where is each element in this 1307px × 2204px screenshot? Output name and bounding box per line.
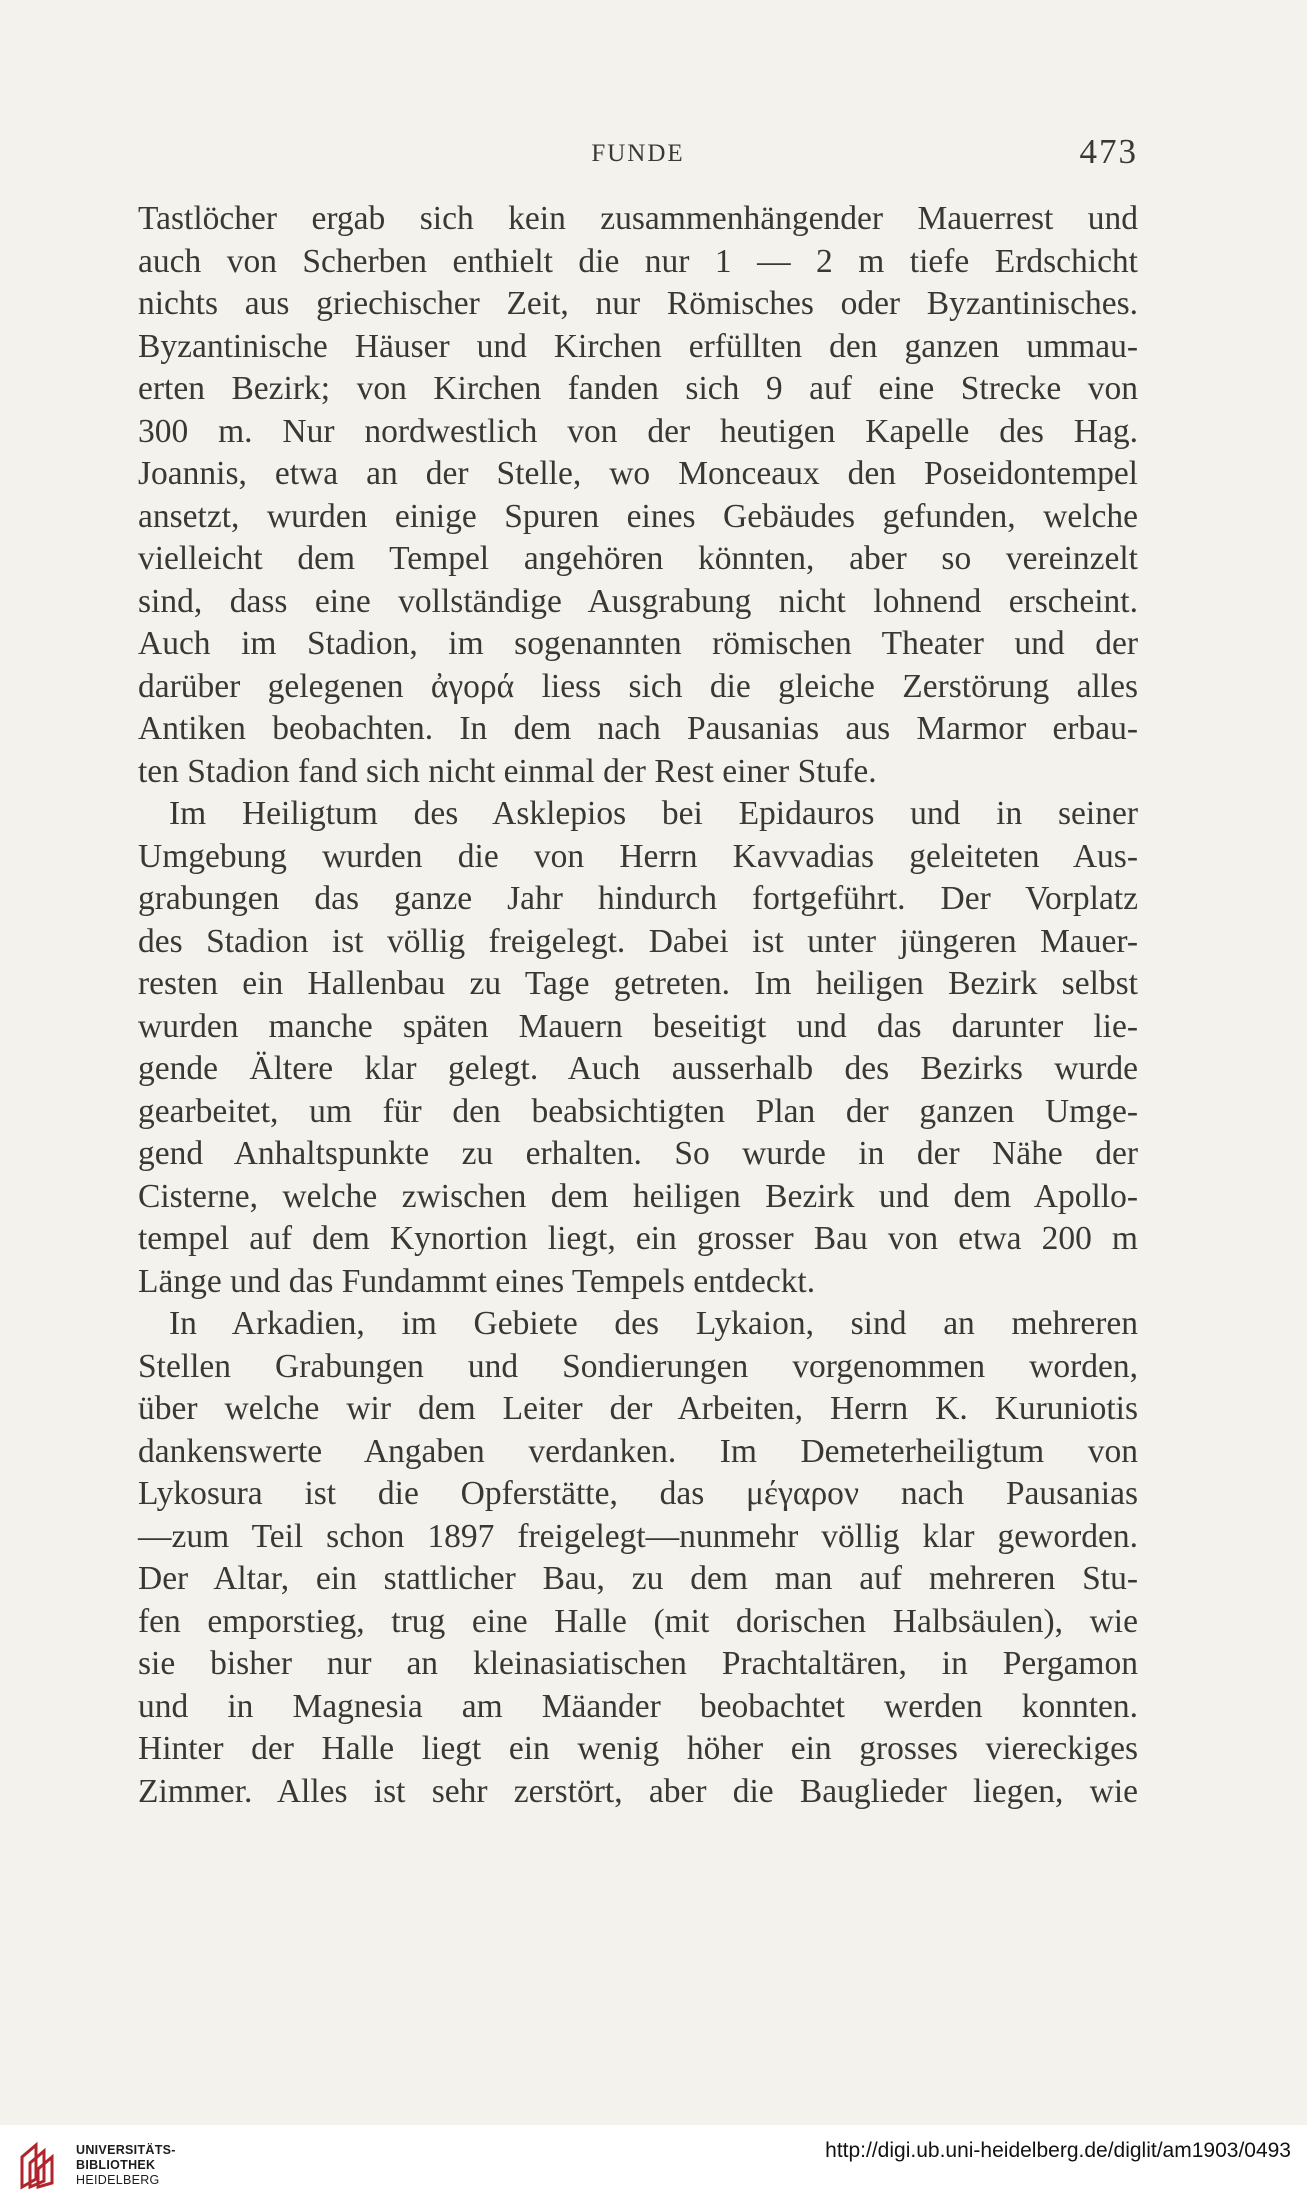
library-logo-icon [16, 2139, 64, 2191]
text-line: gearbeitet, um für den beabsichtigten Plan der ganzen Umge- [138, 1092, 1138, 1130]
page-number: 473 [1079, 132, 1138, 171]
text-line: vielleicht dem Tempel angehören könnten, aber so vereinzelt [138, 540, 1138, 577]
text-line: nichts aus griechischer Zeit, nur Römisches oder Byzantinisches. [138, 285, 1138, 322]
text-line: tempel auf dem Kynortion liegt, ein grosser Bau von etwa 200 m [138, 1220, 1138, 1257]
text-line: 300 m. Nur nordwestlich von der heutigen Kapelle des Hag. [138, 412, 1138, 450]
text-line: darüber gelegenen ἀγορά liess sich die gleiche Zerstörung alles [138, 667, 1138, 705]
body-text [138, 198, 1138, 1813]
text-line: wurden manche späten Mauern beseitigt und das darunter lie- [138, 1007, 1138, 1045]
text-line: Auch im Stadion, im sogenannten römischen Theater und der [138, 625, 1138, 662]
text-line: und in Magnesia am Mäander beobachtet werden konnten. [138, 1687, 1138, 1725]
running-title: FUNDE [591, 140, 685, 167]
text-line: dankenswerte Angaben verdanken. Im Demeterheiligtum von [138, 1432, 1138, 1470]
text-line: Länge und das Fundammt eines Tempels entdeckt. [138, 1262, 816, 1300]
text-line: Stellen Grabungen und Sondierungen vorgenommen worden, [138, 1347, 1138, 1385]
text-line: Der Altar, ein stattlicher Bau, zu dem man auf mehreren Stu- [138, 1560, 1138, 1597]
text-line: gende Ältere klar gelegt. Auch ausserhalb des Bezirks wurde [138, 1050, 1138, 1087]
text-line: Cisterne, welche zwischen dem heiligen Bezirk und dem Apollo- [138, 1177, 1138, 1215]
text-line: Antiken beobachten. In dem nach Pausanias aus Marmor erbau- [138, 710, 1138, 747]
text-line: Umgebung wurden die von Herrn Kavvadias geleiteten Aus- [138, 837, 1138, 875]
page-header [138, 132, 1138, 176]
text-line: sind, dass eine vollständige Ausgrabung nicht lohnend erscheint. [138, 582, 1138, 620]
text-line: Hinter der Halle liegt ein wenig höher ein grosses viereckiges [138, 1730, 1138, 1767]
text-line: resten ein Hallenbau zu Tage getreten. Im heiligen Bezirk selbst [138, 965, 1138, 1002]
text-line: Tastlöcher ergab sich kein zusammenhängender Mauerrest und [138, 200, 1138, 237]
text-line: Im Heiligtum des Asklepios bei Epidauros und in seiner [169, 795, 1138, 832]
text-line: des Stadion ist völlig freigelegt. Dabei ist unter jüngeren Mauer- [138, 922, 1138, 960]
text-line: grabungen das ganze Jahr hindurch fortgeführt. Der Vorplatz [138, 880, 1138, 917]
text-line: ten Stadion fand sich nicht einmal der Rest einer Stufe. [138, 752, 877, 790]
institution-line: UNIVERSITÄTS- [76, 2143, 176, 2157]
institution-name [76, 2143, 176, 2188]
source-url-link[interactable]: http://digi.ub.uni-heidelberg.de/diglit/am1903/0493 [825, 2139, 1291, 2162]
text-line: Byzantinische Häuser und Kirchen erfüllten den ganzen ummau- [138, 327, 1138, 365]
text-line: ansetzt, wurden einige Spuren eines Gebäudes gefunden, welche [138, 497, 1138, 535]
text-line: erten Bezirk; von Kirchen fanden sich 9 auf eine Strecke von [138, 370, 1138, 407]
text-line: über welche wir dem Leiter der Arbeiten, Herrn K. Kuruniotis [138, 1390, 1138, 1427]
text-line: Zimmer. Alles ist sehr zerstört, aber die Bauglieder liegen, wie [138, 1772, 1138, 1810]
text-line: —zum Teil schon 1897 freigelegt—nunmehr völlig klar geworden. [138, 1517, 1138, 1555]
institution-line: BIBLIOTHEK [76, 2158, 156, 2172]
text-line: In Arkadien, im Gebiete des Lykaion, sind an mehreren [169, 1305, 1138, 1342]
institution-line: HEIDELBERG [76, 2173, 160, 2187]
text-line: gend Anhaltspunkte zu erhalten. So wurde in der Nähe der [138, 1135, 1138, 1172]
text-line: fen emporstieg, trug eine Halle (mit dorischen Halbsäulen), wie [138, 1602, 1138, 1640]
viewer-footer [0, 2125, 1307, 2204]
text-line: sie bisher nur an kleinasiatischen Prachtaltären, in Pergamon [138, 1645, 1138, 1682]
text-line: Lykosura ist die Opferstätte, das μέγαρον nach Pausanias [138, 1475, 1138, 1512]
text-line: auch von Scherben enthielt die nur 1 — 2 m tiefe Erdschicht [138, 242, 1138, 280]
text-line: Joannis, etwa an der Stelle, wo Monceaux den Poseidontempel [138, 455, 1138, 492]
